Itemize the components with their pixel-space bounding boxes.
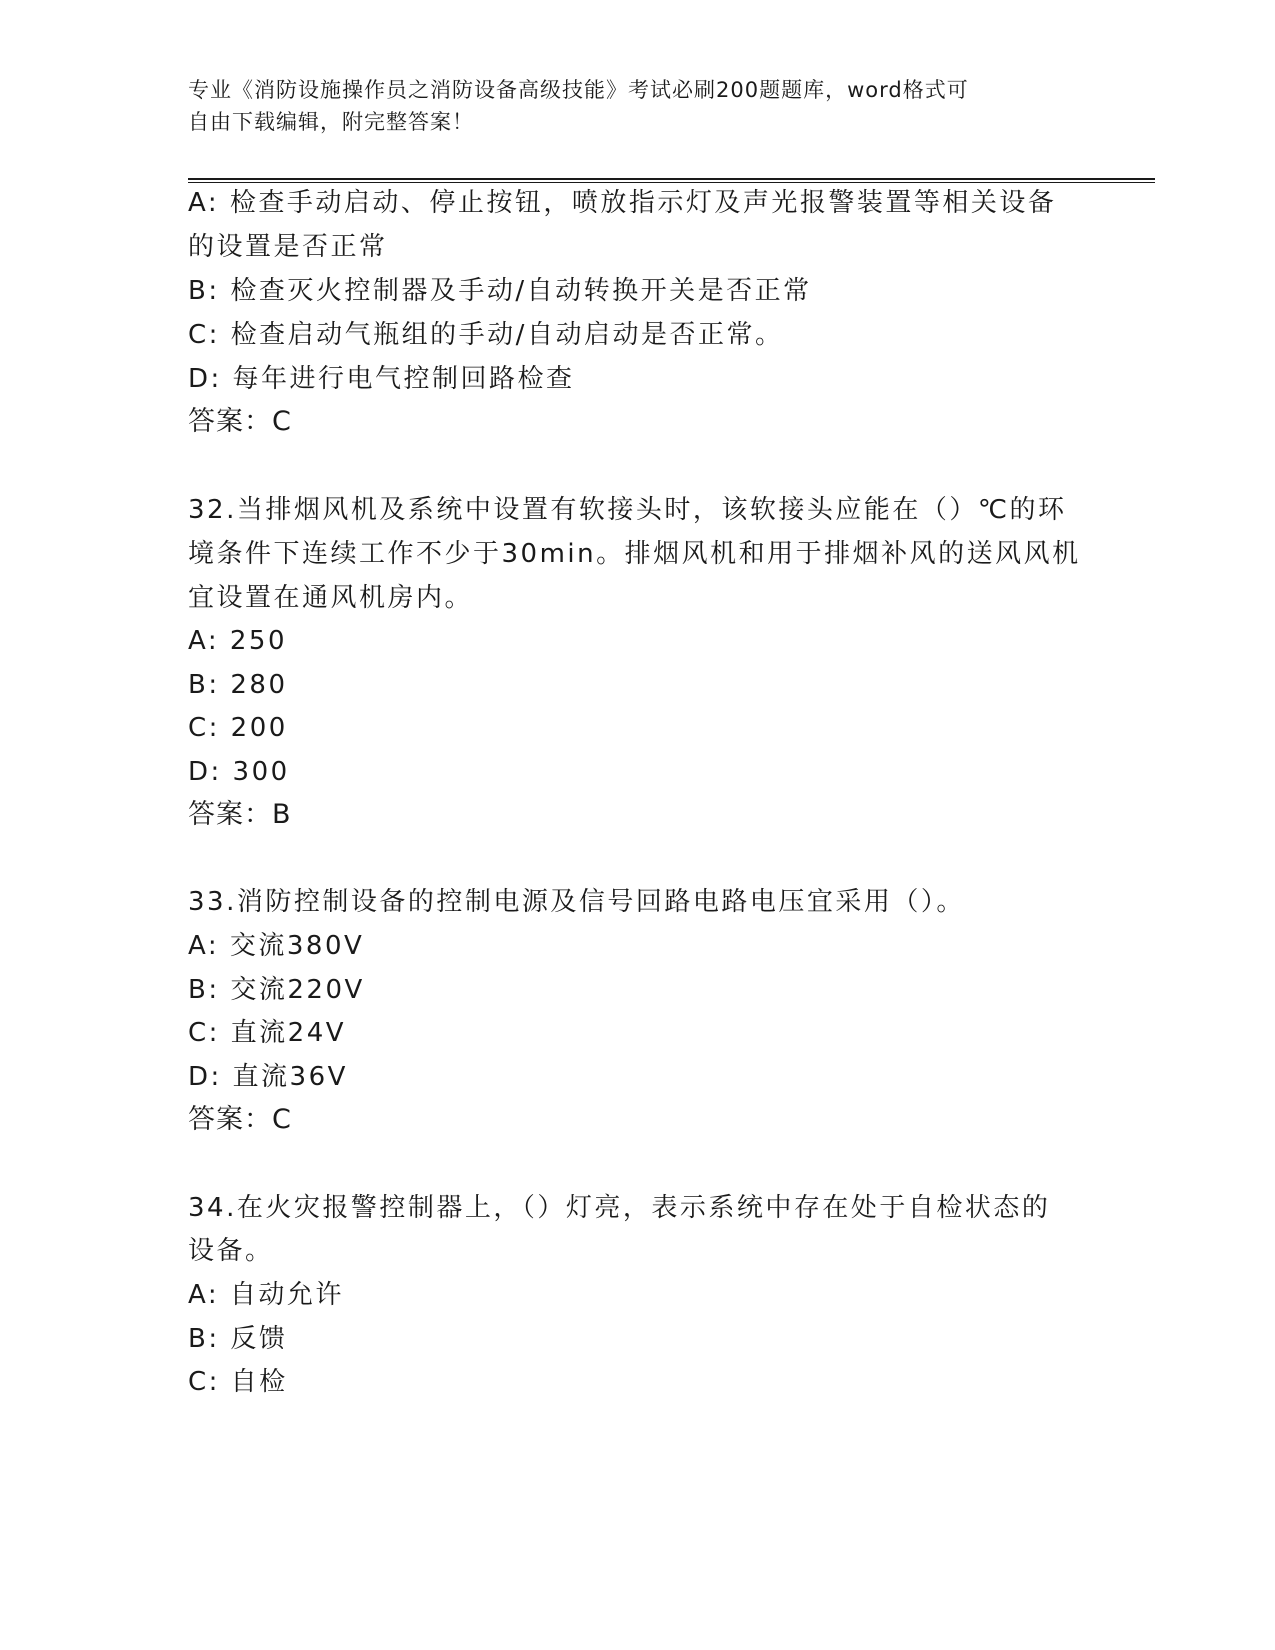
header-line-1: 专业《消防设施操作员之消防设备高级技能》考试必刷200题题库，word格式可 [188,78,969,102]
option-b: B: 交流220V [188,975,365,1005]
answer-line: 答案：B [188,799,292,830]
option-d: D: 300 [188,757,290,787]
option-b: B: 检查灭火控制器及手动/自动转换开关是否正常 [188,276,812,306]
question-text-line-3: 宜设置在通风机房内。 [188,583,474,613]
option-d: D: 直流36V [188,1062,348,1092]
option-c: C: 检查启动气瓶组的手动/自动启动是否正常。 [188,320,784,350]
document-header [188,74,1088,138]
option-b: B: 280 [188,670,288,700]
question-text-line-2: 境条件下连续工作不少于30min。排烟风机和用于排烟补风的送风风机 [188,539,1081,569]
question-text-line-1: 32.当排烟风机及系统中设置有软接头时，该软接头应能在（）℃的环 [188,495,1067,525]
answer-line: 答案：C [188,1104,292,1135]
option-b: B: 反馈 [188,1324,288,1354]
question-text-line-2: 设备。 [188,1236,274,1266]
option-a-line-1: A: 检查手动启动、停止按钮，喷放指示灯及声光报警装置等相关设备 [188,188,1057,218]
option-a: A: 250 [188,626,287,656]
option-c: C: 直流24V [188,1018,347,1048]
option-c: C: 200 [188,713,288,743]
option-a: A: 交流380V [188,931,365,961]
question-text-line-1: 33.消防控制设备的控制电源及信号回路电路电压宜采用（）。 [188,887,965,917]
option-a: A: 自动允许 [188,1280,344,1310]
option-c: C: 自检 [188,1367,288,1397]
header-line-2: 自由下载编辑，附完整答案！ [188,110,474,134]
answer-line: 答案：C [188,406,292,437]
option-d: D: 每年进行电气控制回路检查 [188,364,575,394]
question-text-line-1: 34.在火灾报警控制器上，（）灯亮，表示系统中存在处于自检状态的 [188,1193,1051,1223]
option-a-line-2: 的设置是否正常 [188,232,388,262]
